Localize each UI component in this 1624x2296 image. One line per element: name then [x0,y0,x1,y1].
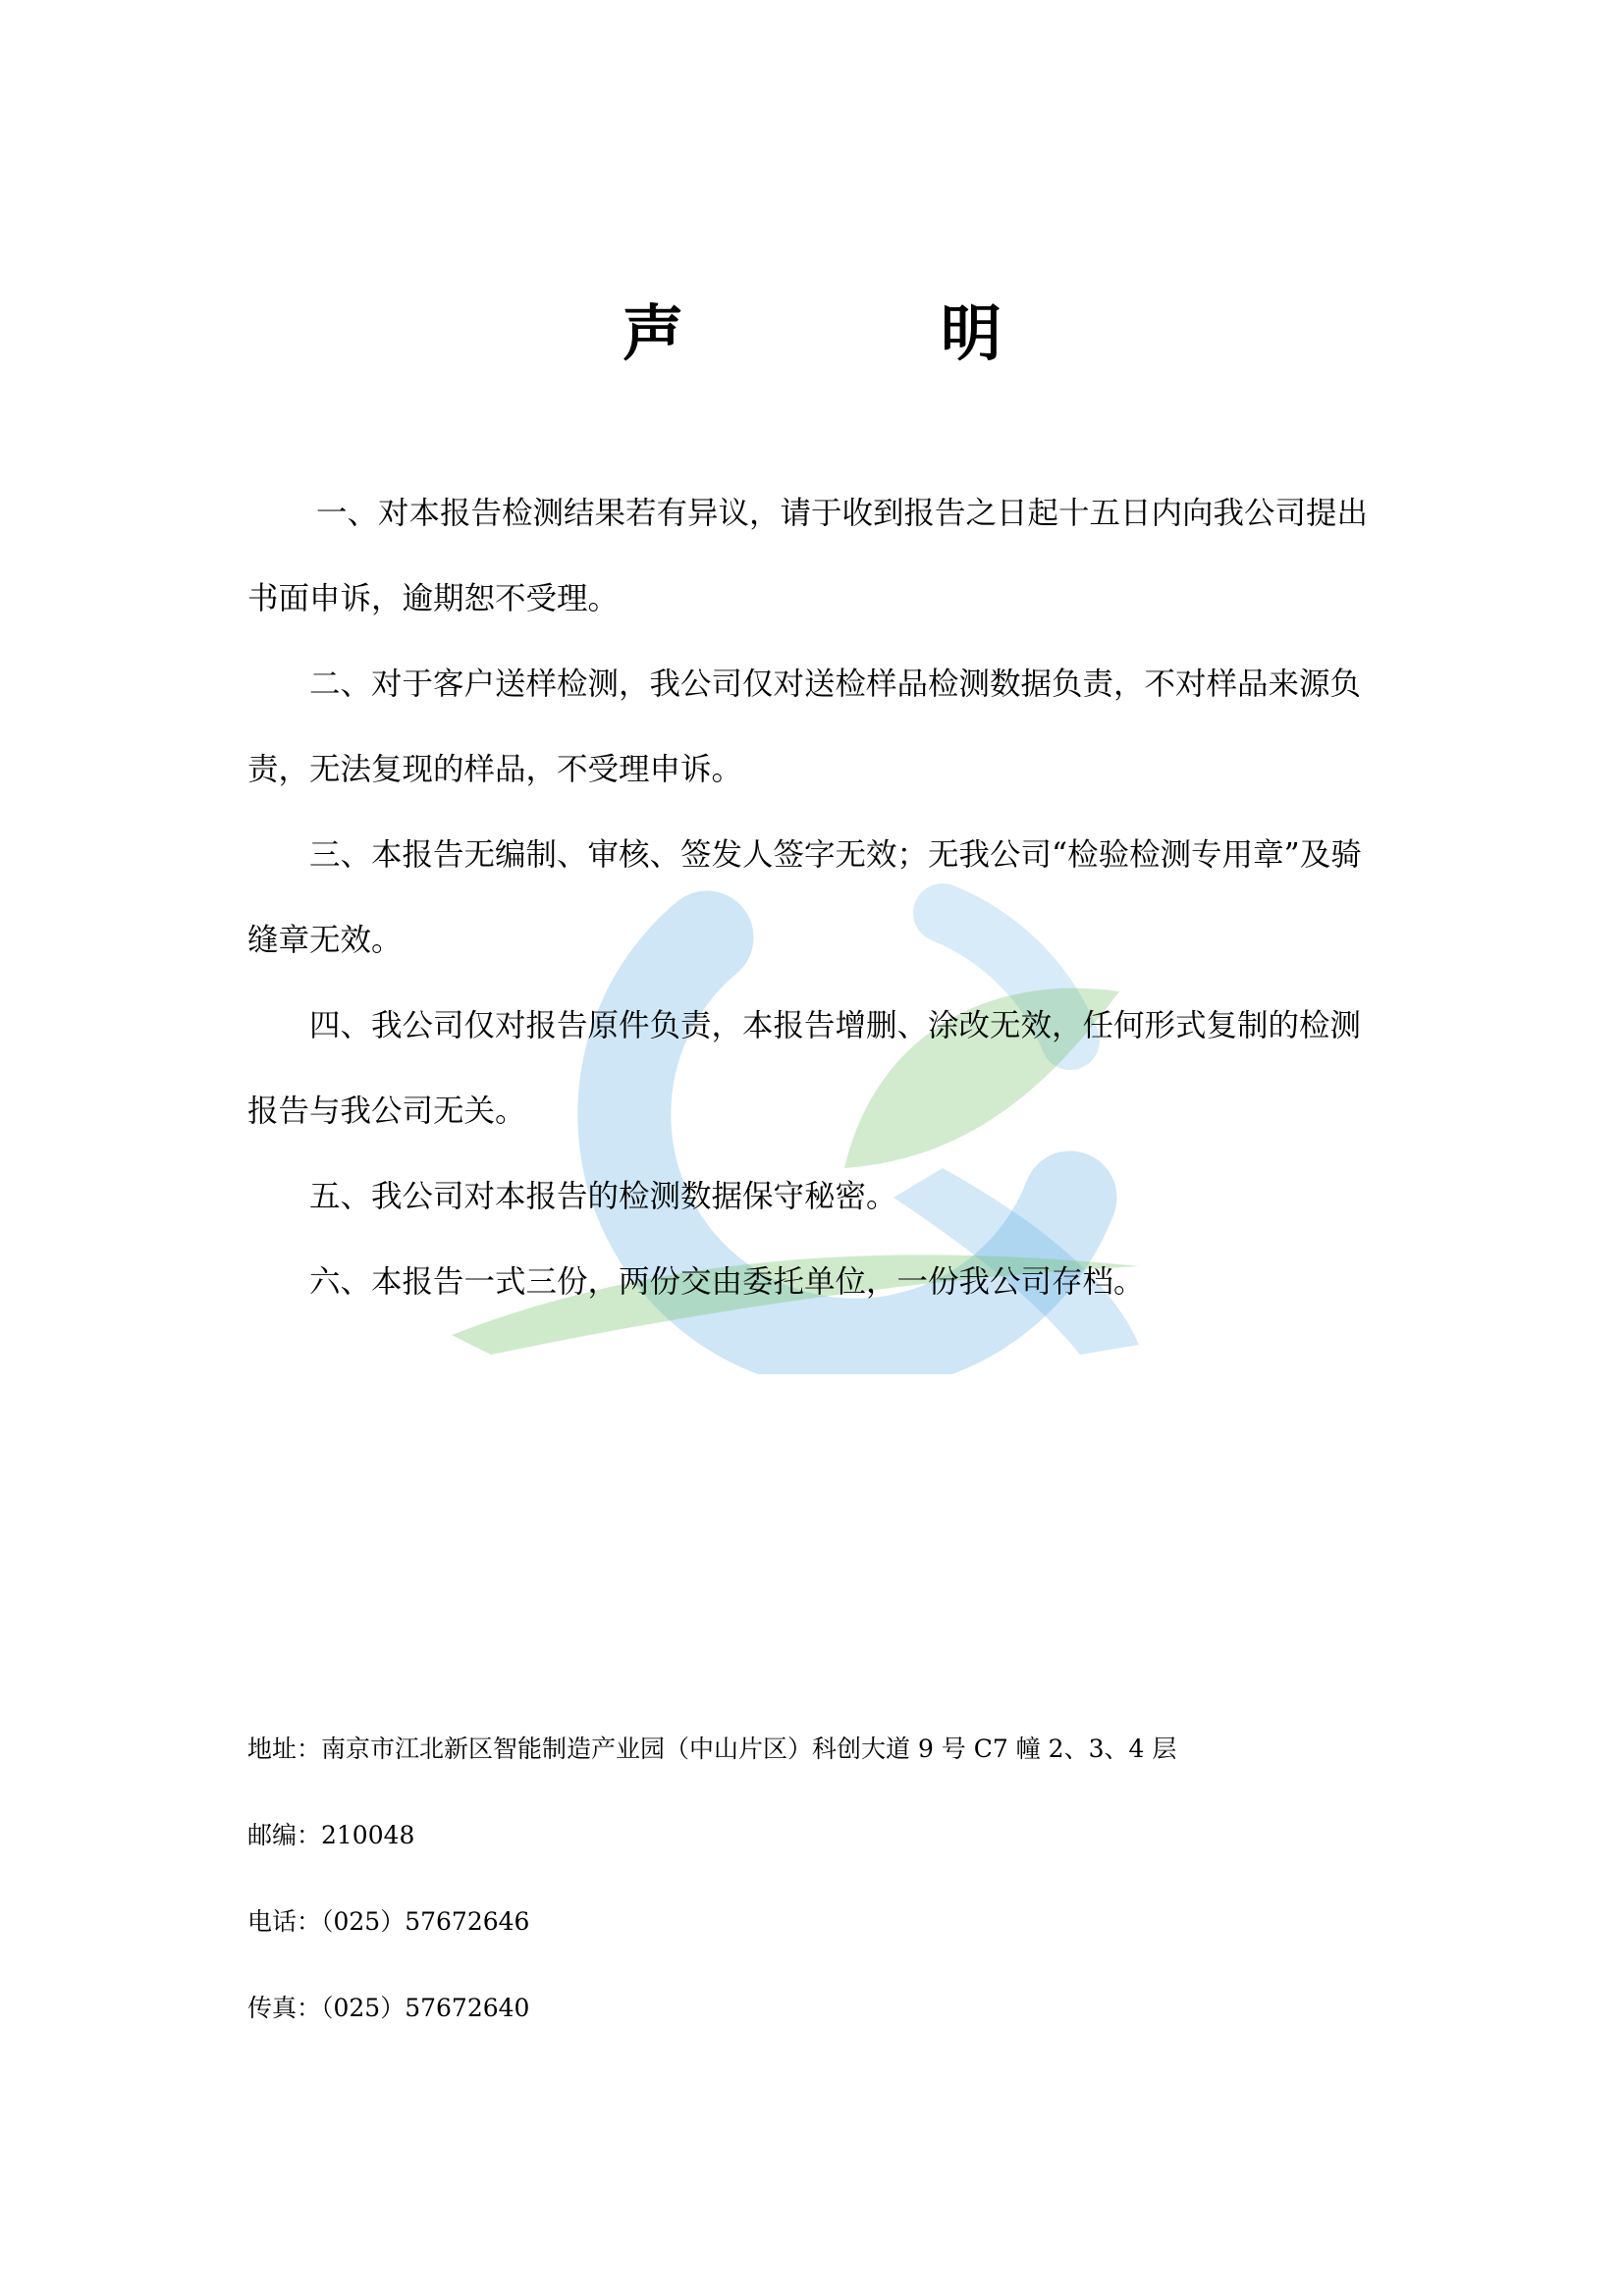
clause-2: 二、对于客户送样检测，我公司仅对送检样品检测数据负责，不对样品来源负责，无法复现的样品，不受理申诉。 [247,667,1362,787]
page-title: 声 明 [622,297,1100,369]
clause-1: 一、对本报告检测结果若有异议，请于收到报告之日起十五日内向我公司提出书面申诉，逾期恕不受理。 [247,496,1369,616]
contact-fax: 传真：（025）57672640 [247,1994,530,2022]
declaration-body [247,471,1386,1325]
contact-address: 地址：南京市江北新区智能制造产业园（中山片区）科创大道 9 号 C7 幢 2、3、4 层 [247,1735,1177,1763]
clause-6: 六、本报告一式三份，两份交由委托单位，一份我公司存档。 [309,1264,1145,1300]
clause-3: 三、本报告无编制、审核、签发人签字无效；无我公司“检验检测专用章”及骑缝章无效。 [247,837,1362,958]
clause-4: 四、我公司仅对报告原件负责，本报告增删、涂改无效，任何形式复制的检测报告与我公司无关。 [247,1008,1362,1129]
contact-postcode: 邮编：210048 [247,1821,415,1849]
contact-phone: 电话：（025）57672646 [247,1907,530,1936]
clause-5: 五、我公司对本报告的检测数据保守秘密。 [309,1179,897,1214]
